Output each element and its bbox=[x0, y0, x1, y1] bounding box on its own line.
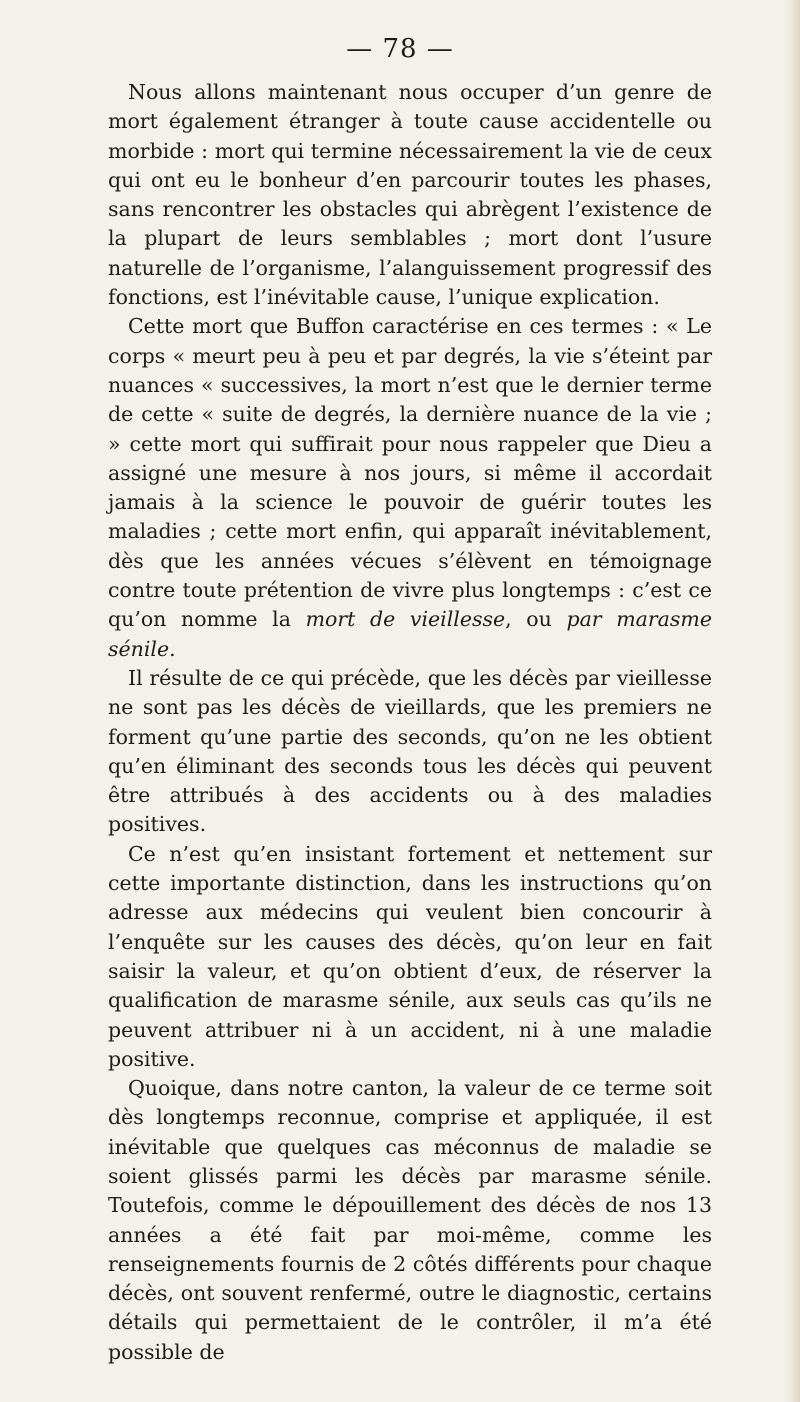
text-run: Quoique, dans notre canton, la valeur de ce terme soit dès longtemps reconnue, comprise et appliquée, il est inévitable que quelques cas méconnus de maladie se soient glissés parmi les décès par marasme sénile. Toutefois, comme le dépouillement des décès de nos 13 années a été fait par moi-même, comme les renseignements fournis de 2 côtés différents pour chaque décès, ont souvent renfermé, outre le diagnostic, certains détails qui permettaient de le contrôler, il m’a été possible de bbox=[108, 1076, 712, 1364]
page-edge-shadow bbox=[784, 0, 800, 1402]
paragraph bbox=[108, 78, 712, 312]
body-text bbox=[108, 78, 712, 1367]
paragraph bbox=[108, 1074, 712, 1367]
text-run: Cette mort que Buffon caractérise en ces termes : « Le corps « meurt peu à peu et par degrés, la vie s’éteint par nuances « successives, la mort n’est que le dernier terme de cette « suite de degrés, la dernière nuance de la vie ; » cette mort qui suffirait pour nous rappeler que Dieu a assigné une mesure à nos jours, si même il accordait jamais à la science le pouvoir de guérir toutes les maladies ; cette mort enfin, qui apparaît inévitablement, dès que les années vécues s’élèvent en témoignage contre toute prétention de vivre plus longtemps : c’est ce qu’on nomme la bbox=[108, 314, 712, 632]
italic-text: mort de vieillesse bbox=[305, 607, 506, 632]
text-run: Nous allons maintenant nous occuper d’un genre de mort également étranger à toute cause accidentelle ou morbide : mort qui termine nécessairement la vie de ceux qui ont eu le bonheur d’en parcourir toutes les phases, sans rencontrer les obstacles qui abrègent l’existence de la plupart de leurs semblables ; mort dont l’usure naturelle de l’organisme, l’alanguissement progressif des fonctions, est l’inévitable cause, l’unique explication. bbox=[108, 80, 712, 310]
paragraph bbox=[108, 664, 712, 840]
text-run: Il résulte de ce qui précède, que les décès par vieillesse ne sont pas les décès de vieillards, que les premiers ne forment qu’une partie des seconds, qu’on ne les obtient qu’en éliminant des seconds tous les décès qui peuvent être attribués à des accidents ou à des maladies positives. bbox=[108, 665, 712, 837]
text-run: Ce n’est qu’en insistant fortement et nettement sur cette importante distinction, dans les instructions qu’on adresse aux médecins qui veulent bien concourir à l’enquête sur les causes des décès, qu’on leur en fait saisir la valeur, et qu’on obtient d’eux, de réserver la qualification de marasme sénile, aux seuls cas qu’ils ne peuvent attribuer ni à un accident, ni à une maladie positive. bbox=[108, 841, 712, 1071]
text-run: . bbox=[169, 636, 176, 661]
page-number: — 78 — bbox=[346, 34, 454, 64]
text-run: , ou bbox=[505, 607, 567, 632]
paragraph bbox=[108, 312, 712, 664]
paragraph bbox=[108, 840, 712, 1074]
italic-text: par marasme sénile bbox=[108, 607, 712, 661]
